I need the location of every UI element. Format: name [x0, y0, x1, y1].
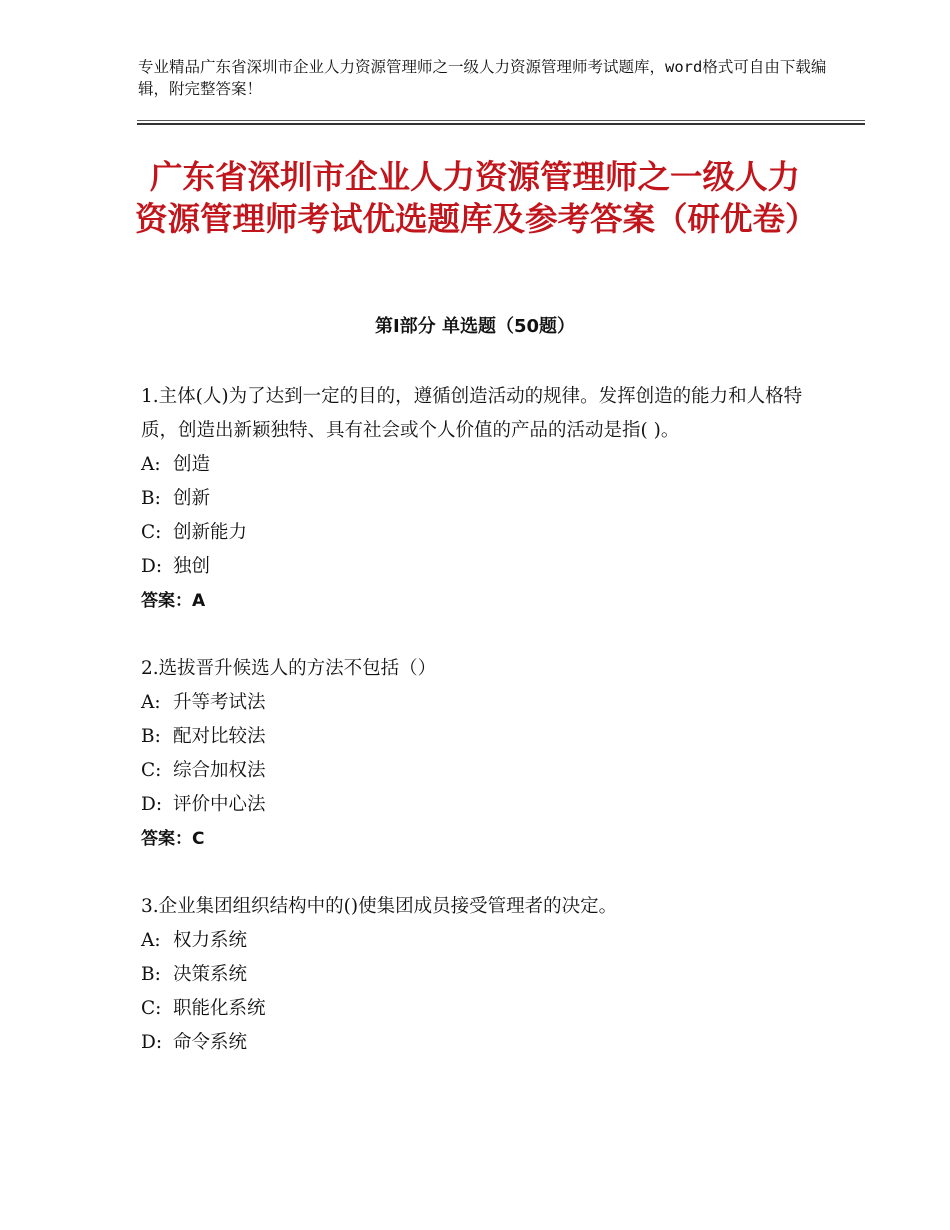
question-1 [141, 380, 821, 618]
option-text: 综合加权法 [173, 760, 266, 781]
option-key: A: [141, 454, 161, 475]
section-title: 第Ⅰ部分 单选题（50题） [374, 316, 575, 337]
option-text: 配对比较法 [173, 726, 266, 747]
option-text: 创新能力 [173, 522, 248, 543]
option-c [141, 516, 821, 550]
option-d [141, 1026, 821, 1060]
option-a [141, 448, 821, 482]
option-key: B: [141, 964, 161, 985]
option-key: C: [141, 998, 162, 1019]
option-key: D: [141, 794, 163, 815]
header-rule-thick [137, 123, 865, 125]
option-text: 决策系统 [173, 964, 248, 985]
option-text: 职能化系统 [173, 998, 266, 1019]
option-b [141, 720, 821, 754]
option-b [141, 482, 821, 516]
option-key: D: [141, 1032, 163, 1053]
option-text: 命令系统 [173, 1032, 248, 1053]
header-rule-thin [137, 120, 865, 121]
answer: 答案：A [141, 591, 206, 611]
question-stem: 2.选拔晋升候选人的方法不包括（） [141, 658, 437, 679]
option-key: C: [141, 760, 162, 781]
option-c [141, 754, 821, 788]
option-key: D: [141, 556, 163, 577]
option-key: A: [141, 692, 161, 713]
option-d [141, 550, 821, 584]
header-note: 专业精品广东省深圳市企业人力资源管理师之一级人力资源管理师考试题库，word格式可自由下载编辑，附完整答案！ [138, 58, 827, 98]
document-title: 广东省深圳市企业人力资源管理师之一级人力资源管理师考试优选题库及参考答案（研优卷） [135, 158, 818, 238]
option-a [141, 924, 821, 958]
question-stem: 3.企业集团组织结构中的()使集团成员接受管理者的决定。 [141, 896, 618, 917]
option-key: B: [141, 726, 161, 747]
question-3 [141, 890, 821, 1060]
option-text: 升等考试法 [173, 692, 266, 713]
option-key: A: [141, 930, 161, 951]
option-d [141, 788, 821, 822]
option-text: 权力系统 [173, 930, 248, 951]
option-text: 创新 [173, 488, 211, 509]
option-text: 独创 [173, 556, 211, 577]
option-c [141, 992, 821, 1026]
option-a [141, 686, 821, 720]
question-stem: 1.主体(人)为了达到一定的目的，遵循创造活动的规律。发挥创造的能力和人格特质，创造出新颖独特、具有社会或个人价值的产品的活动是指( )。 [141, 386, 803, 441]
option-b [141, 958, 821, 992]
option-key: B: [141, 488, 161, 509]
option-text: 评价中心法 [173, 794, 266, 815]
answer: 答案：C [141, 829, 205, 849]
question-2 [141, 652, 821, 856]
option-key: C: [141, 522, 162, 543]
option-text: 创造 [173, 454, 211, 475]
question-list [141, 380, 821, 1094]
